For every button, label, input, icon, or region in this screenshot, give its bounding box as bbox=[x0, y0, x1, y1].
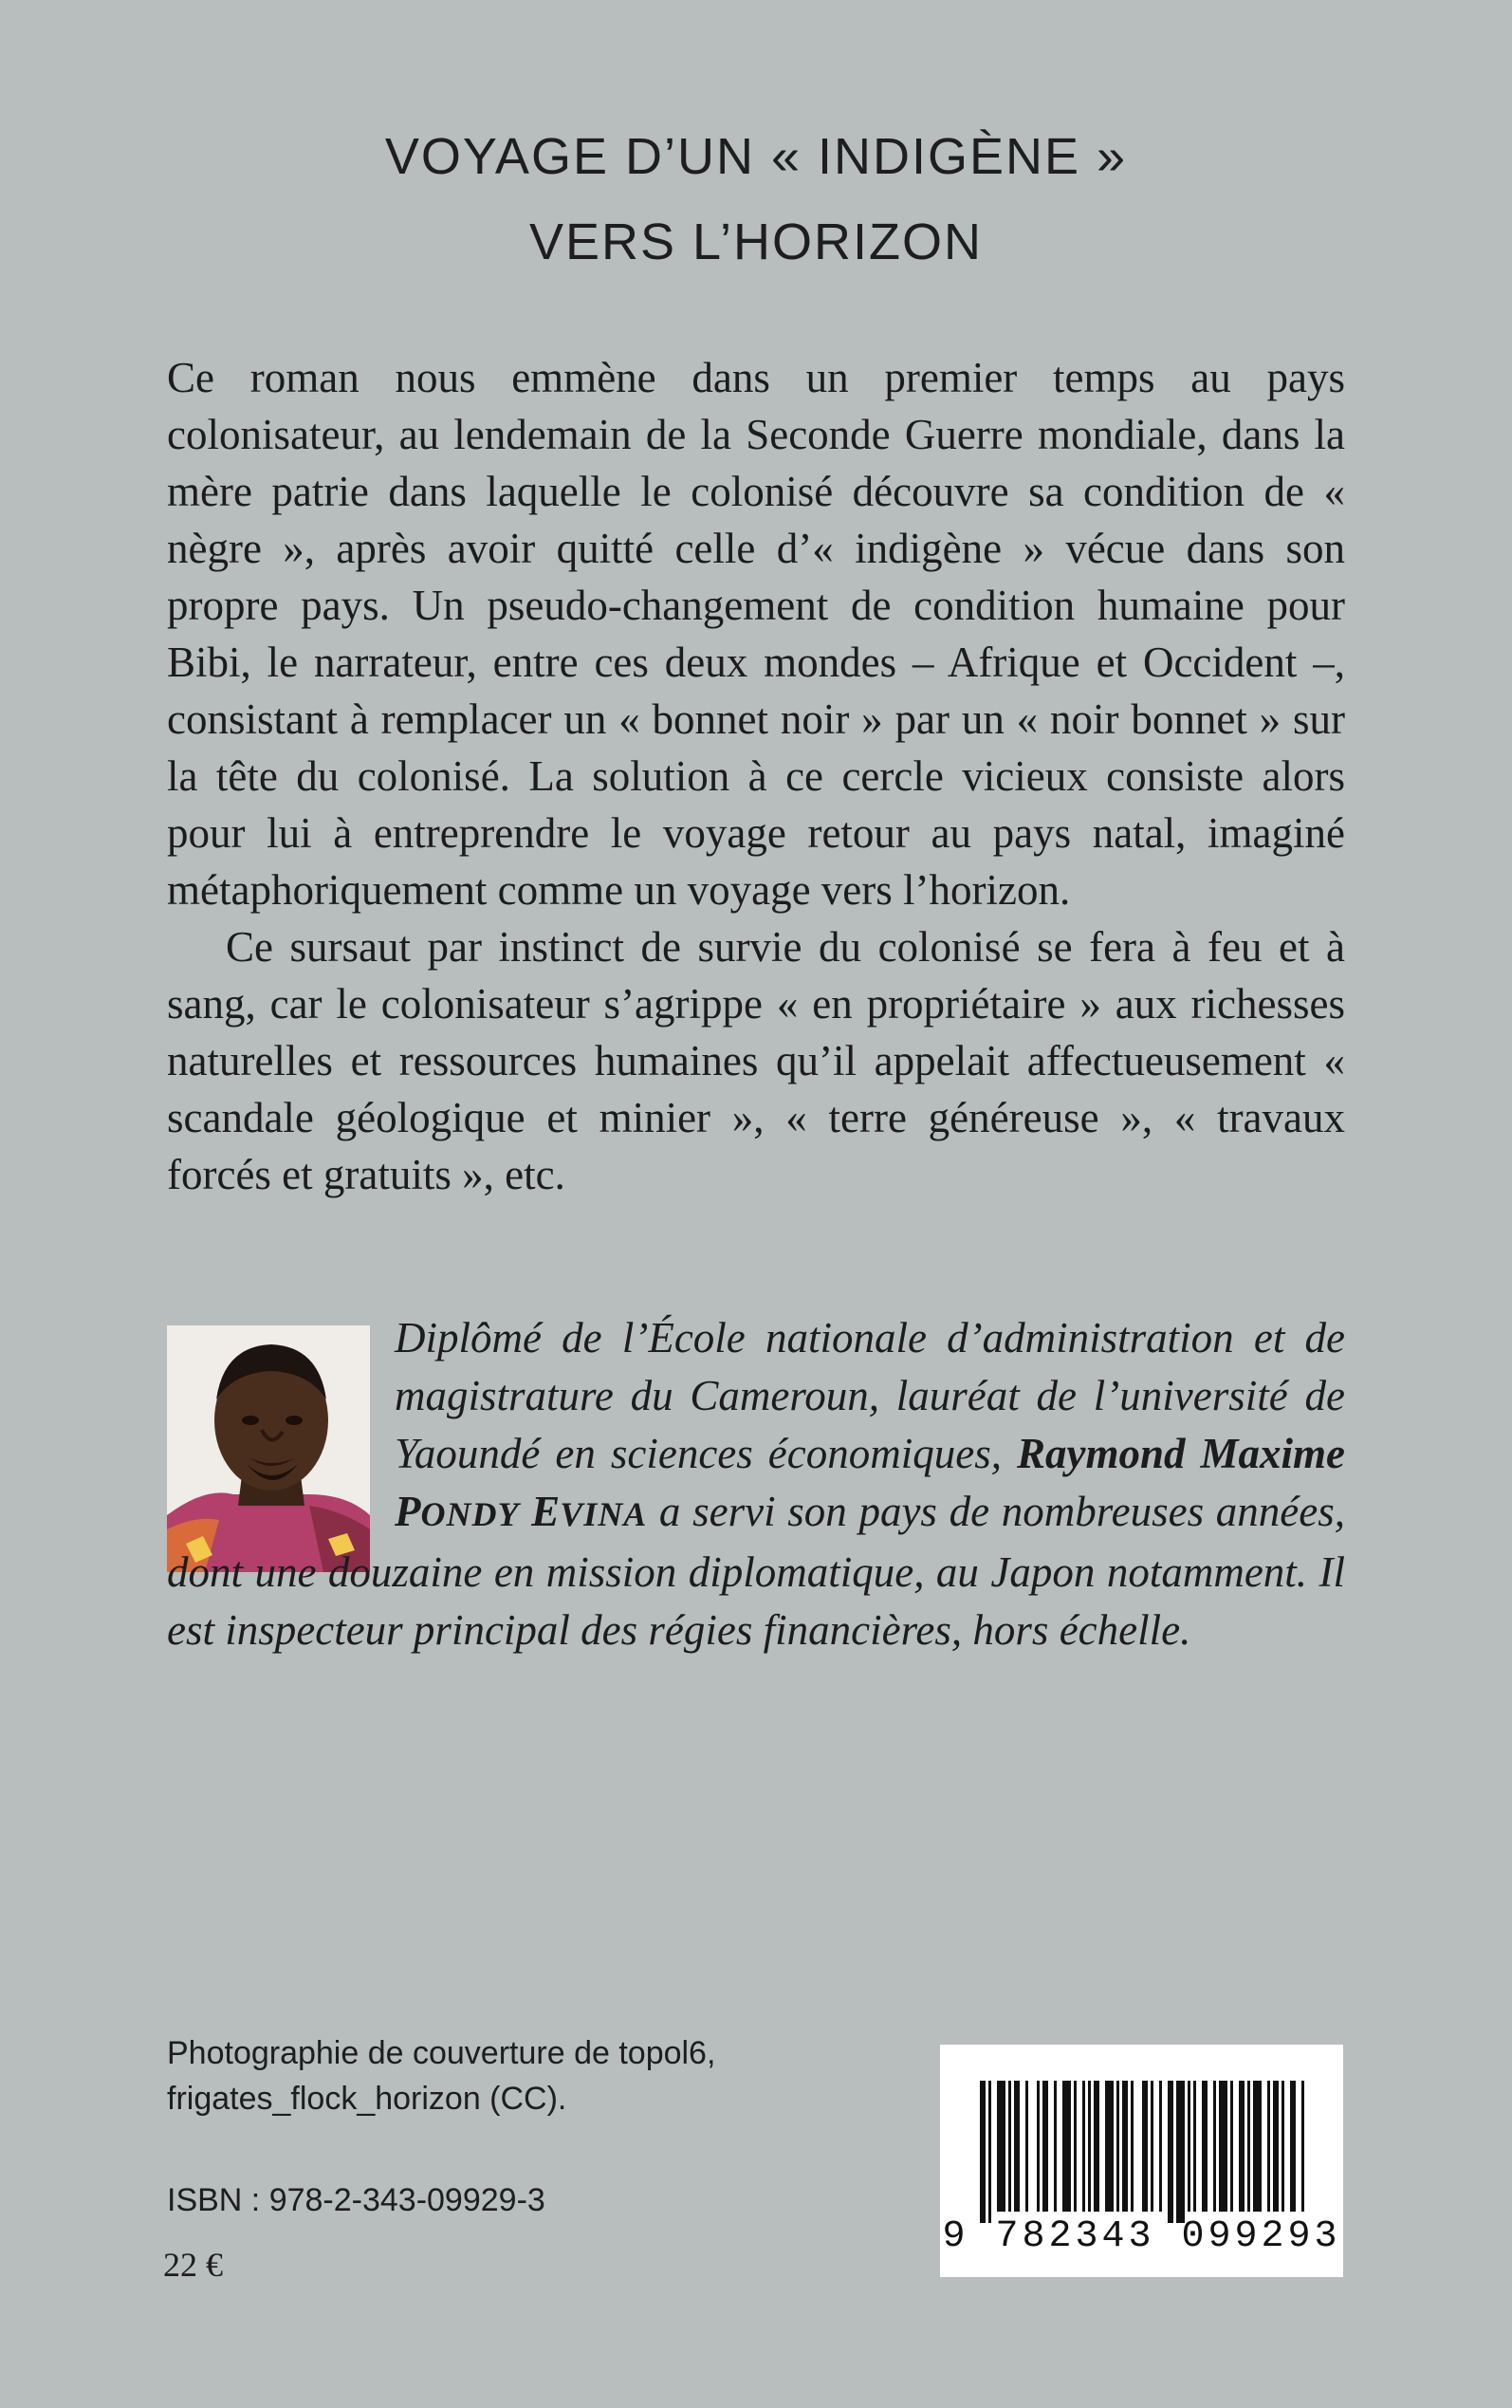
price: 22 € bbox=[163, 2246, 223, 2284]
barcode-bar bbox=[1273, 2081, 1279, 2212]
book-title bbox=[0, 114, 1512, 285]
barcode-bar bbox=[1168, 2081, 1173, 2223]
photo-spacer bbox=[167, 1309, 395, 1543]
title-line-1: VOYAGE D’UN « INDIGÈNE » bbox=[384, 128, 1128, 185]
barcode-bar bbox=[997, 2081, 1005, 2212]
bio-text-end: a servi son pays de nombreuses années, dont une douzaine en mission diplomatique, au Japon notamment. Il est inspecteur principal des régies financières, hors échelle. bbox=[167, 1488, 1345, 1654]
bio-text-start: Diplômé de l’École nationale d’administration et de magistrature du Cameroun, lauréat de l’université de Yaoundé en sciences économiques, bbox=[395, 1314, 1345, 1477]
synopsis-paragraph-1: Ce roman nous emmène dans un premier temps au pays colonisateur, au lendemain de la Seconde Guerre mondiale, dans la mère patrie dans laquelle le colonisé découvre sa condition de « nègre », après avoir quitté celle d’« indigène » vécue dans son propre pays. Un pseudo-changement de condition humaine pour Bibi, le narrateur, entre ces deux mondes – Afrique et Occident –, consistant à remplacer un « bonnet noir » par un « noir bonnet » sur la tête du colonisé. La solution à ce cercle vicieux consiste alors pour lui à entreprendre le voyage retour au pays natal, imaginé métaphoriquement comme un voyage vers l’horizon. bbox=[167, 354, 1345, 914]
barcode bbox=[940, 2045, 1343, 2277]
author-biography bbox=[167, 1309, 1345, 1659]
barcode-bar bbox=[1142, 2081, 1148, 2212]
barcode-bar bbox=[1088, 2081, 1091, 2212]
barcode-bar bbox=[1054, 2081, 1057, 2212]
synopsis bbox=[167, 349, 1345, 1203]
barcode-bar bbox=[1025, 2081, 1028, 2212]
barcode-bar bbox=[1122, 2081, 1128, 2212]
barcode-bar bbox=[1202, 2081, 1208, 2212]
cover-photo-credit bbox=[167, 2030, 831, 2121]
barcode-bar bbox=[1230, 2081, 1233, 2212]
barcode-bar bbox=[1014, 2081, 1020, 2212]
title-line-2: VERS L’HORIZON bbox=[528, 213, 984, 270]
barcode-bar bbox=[1219, 2081, 1227, 2212]
barcode-bar bbox=[1131, 2081, 1134, 2212]
author-initial-p: P bbox=[395, 1488, 421, 1535]
barcode-bar bbox=[1037, 2081, 1040, 2212]
barcode-bar bbox=[988, 2081, 991, 2223]
barcode-bar bbox=[1188, 2081, 1190, 2212]
barcode-bar bbox=[980, 2081, 986, 2223]
barcode-bar bbox=[1176, 2081, 1185, 2223]
barcode-bar bbox=[1074, 2081, 1077, 2212]
barcode-bar bbox=[1282, 2081, 1284, 2212]
author-small-caps-ondy: ONDY bbox=[420, 1495, 520, 1533]
barcode-bar bbox=[1267, 2081, 1270, 2212]
barcode-digits: 9 782343 099293 bbox=[942, 2215, 1341, 2258]
barcode-bar bbox=[1105, 2081, 1114, 2212]
barcode-bar bbox=[1253, 2081, 1262, 2212]
barcode-bar bbox=[1213, 2081, 1216, 2212]
barcode-bar bbox=[1247, 2081, 1250, 2212]
barcode-bar bbox=[1290, 2081, 1296, 2212]
synopsis-paragraph-2: Ce sursaut par instinct de survie du colonisé se fera à feu et à sang, car le colonisateur s’agrippe « en propriétaire » aux richesses naturelles et ressources humaines qu’il appelait affectueusement « scandale géologique et minier », « terre généreuse », « travaux forcés et gratuits », etc. bbox=[167, 923, 1345, 1198]
author-first-names: Raymond Maxime bbox=[1016, 1430, 1345, 1477]
credit-line-1: Photographie de couverture de topol6, bbox=[167, 2035, 716, 2071]
barcode-bar bbox=[1042, 2081, 1048, 2212]
isbn: ISBN : 978-2-343-09929-3 bbox=[167, 2182, 545, 2218]
author-initial-e: E bbox=[531, 1488, 561, 1535]
barcode-bar bbox=[1116, 2081, 1119, 2212]
credit-line-2: frigates_flock_horizon (CC). bbox=[167, 2081, 567, 2117]
barcode-bar bbox=[1193, 2081, 1196, 2212]
barcode-bar bbox=[1094, 2081, 1099, 2212]
barcode-bar bbox=[1239, 2081, 1245, 2212]
author-small-caps-vina: VINA bbox=[560, 1495, 648, 1533]
barcode-bar bbox=[1062, 2081, 1071, 2212]
barcode-bar bbox=[1159, 2081, 1162, 2212]
barcode-bar bbox=[1008, 2081, 1011, 2212]
barcode-bar bbox=[1151, 2081, 1153, 2212]
barcode-bar bbox=[1082, 2081, 1085, 2212]
barcode-bar bbox=[1301, 2081, 1304, 2212]
